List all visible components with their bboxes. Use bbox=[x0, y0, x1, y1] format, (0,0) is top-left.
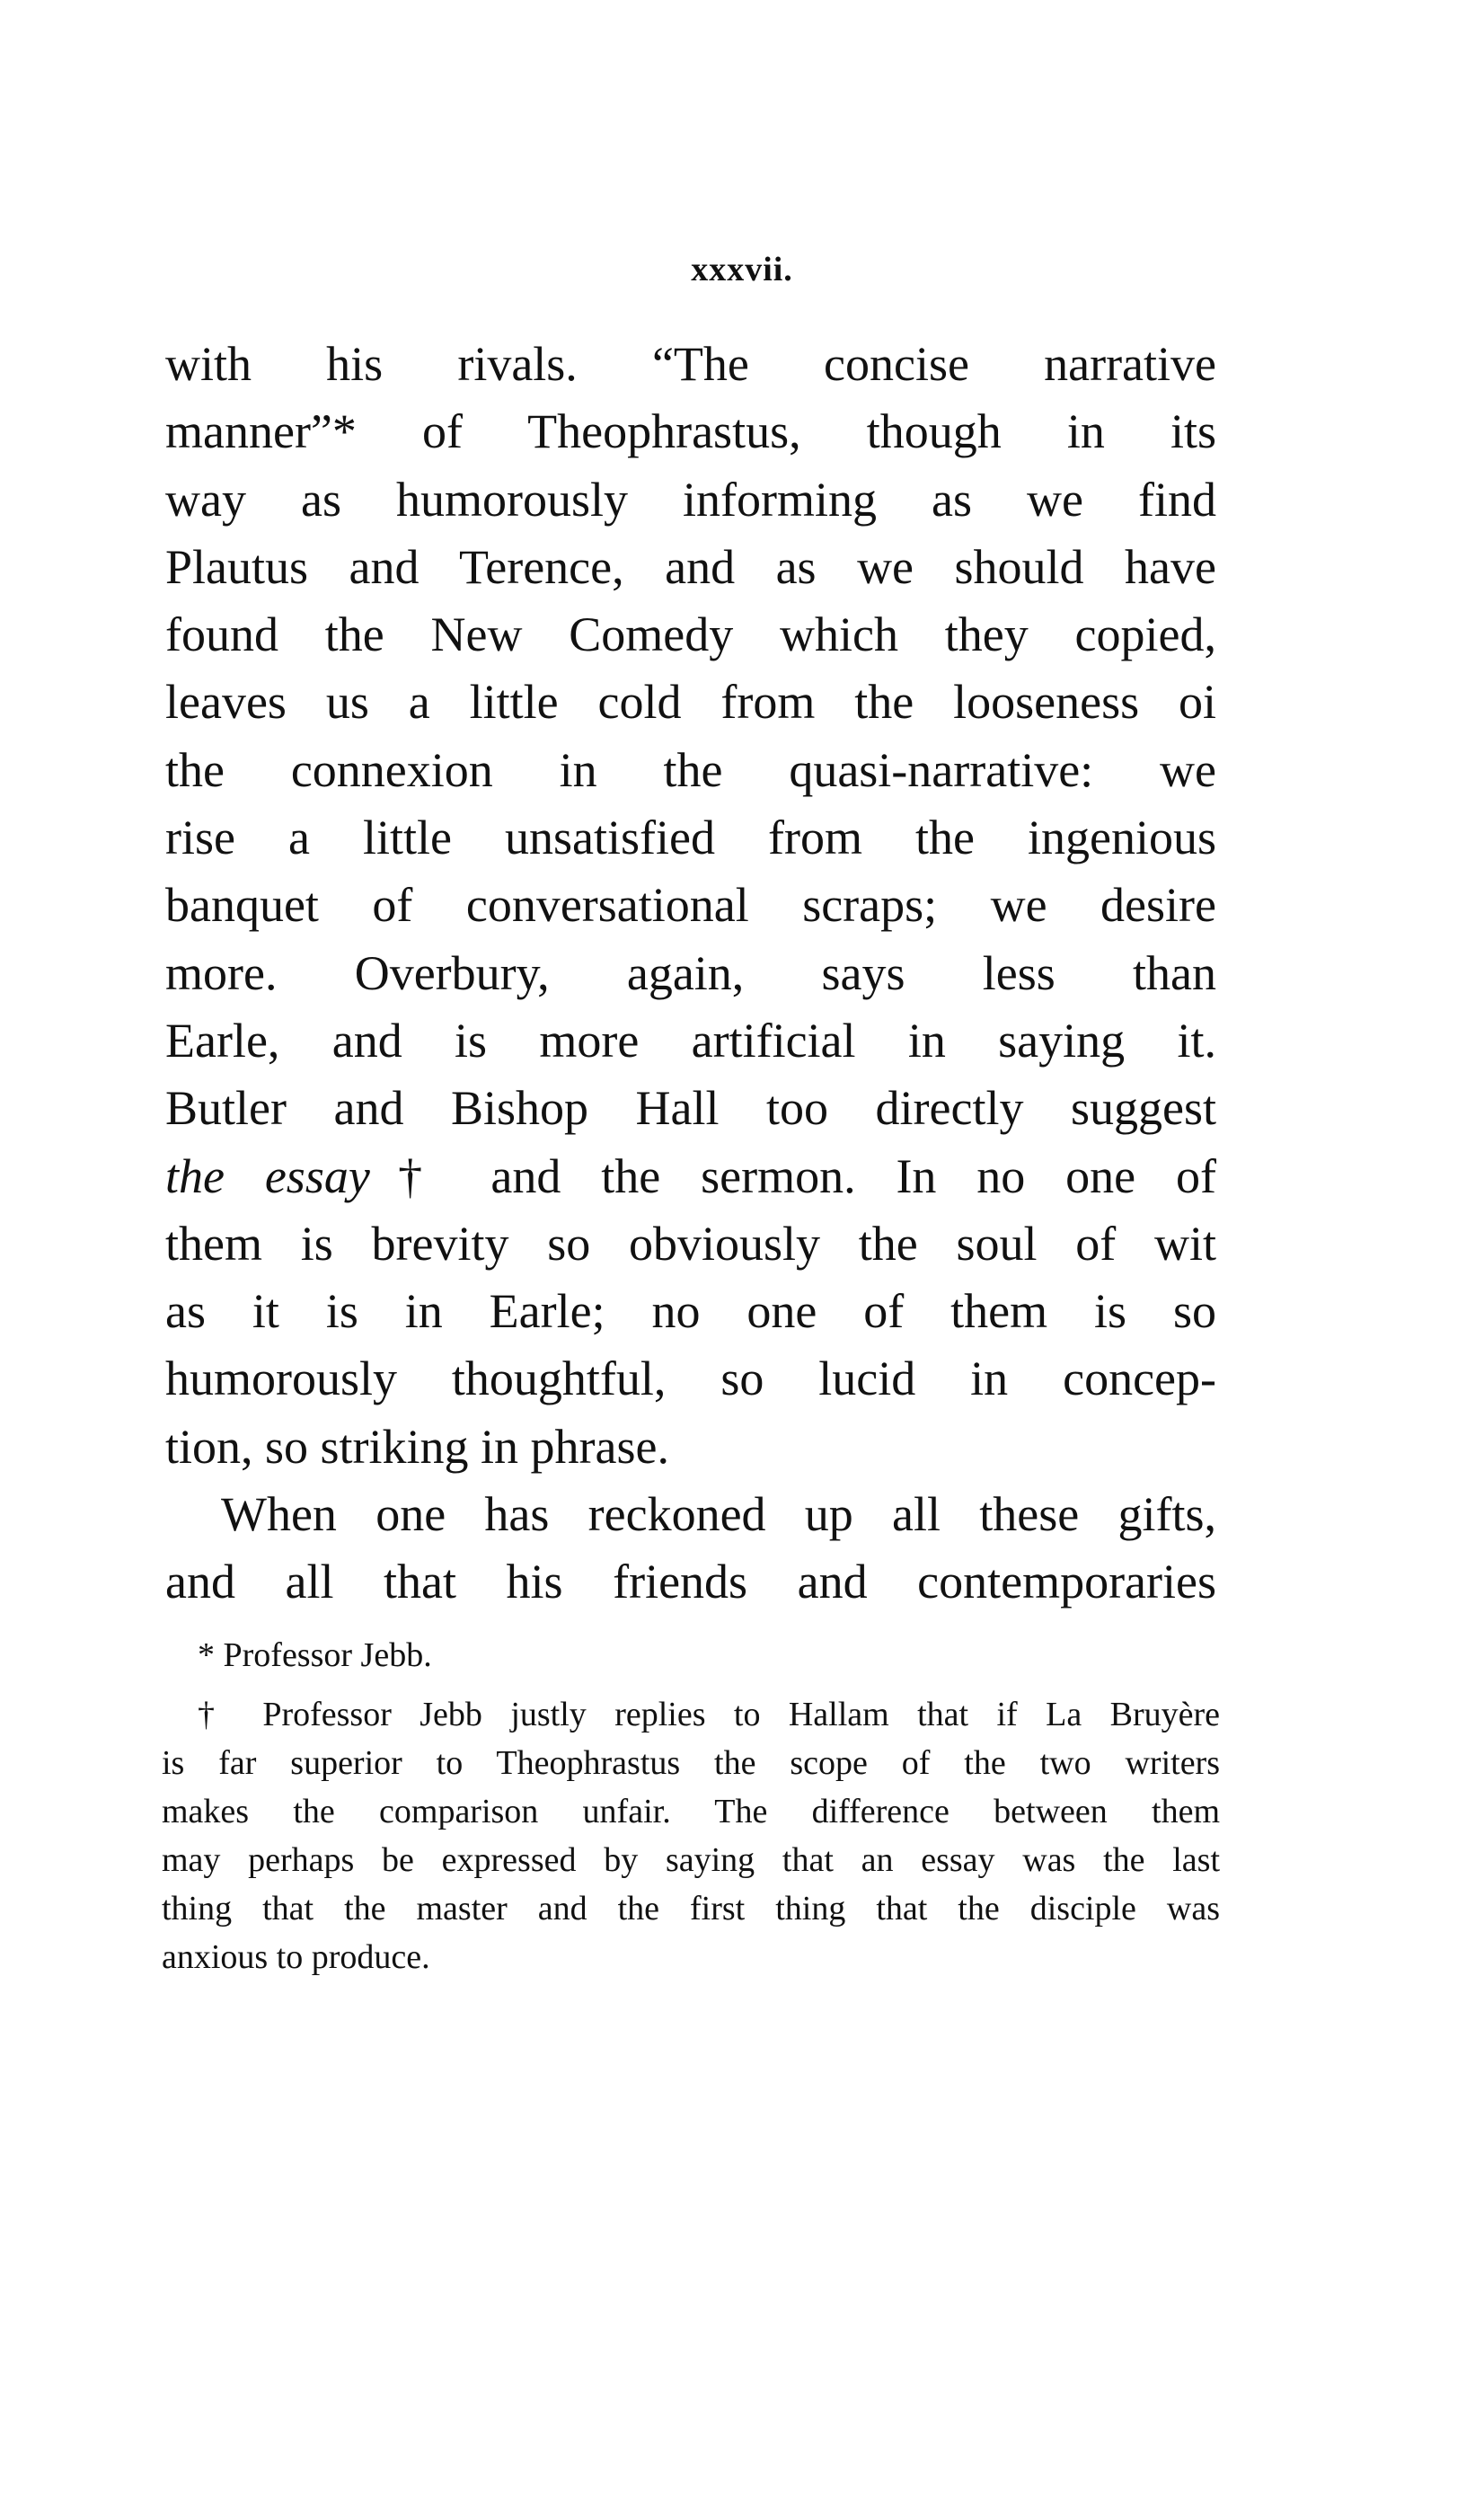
body-line: Butler and Bishop Hall too directly suggest bbox=[165, 1081, 1216, 1136]
body-line: Plautus and Terence, and as we should have bbox=[165, 539, 1216, 594]
body-line: humorously thoughtful, so lucid in concep- bbox=[165, 1351, 1216, 1406]
footnote-line: makes the comparison unfair. The difference between them bbox=[162, 1793, 1220, 1830]
body-text bbox=[165, 331, 1216, 1617]
footnote-line: is far superior to Theophrastus the scope of the two writers bbox=[162, 1744, 1220, 1782]
body-line: tion, so striking in phrase. bbox=[165, 1419, 669, 1474]
body-line: more. Overbury, again, says less than bbox=[165, 945, 1216, 1000]
body-line: leaves us a little cold from the looseness oi bbox=[165, 675, 1216, 730]
body-line: way as humorously informing as we find bbox=[165, 472, 1216, 527]
body-line bbox=[165, 1143, 1216, 1210]
footnotes bbox=[162, 1631, 1220, 1981]
body-line: When one has reckoned up all these gifts, bbox=[221, 1487, 1216, 1542]
body-line-rest: † and the sermon. In no one of bbox=[369, 1148, 1216, 1203]
body-line: manner”* of Theophrastus, though in its bbox=[165, 404, 1216, 459]
body-line: with his rivals. “The concise narrative bbox=[165, 337, 1216, 391]
page-number: xxxvii. bbox=[691, 251, 793, 288]
body-line: as it is in Earle; no one of them is so bbox=[165, 1284, 1216, 1339]
italic-phrase: the essay bbox=[165, 1148, 370, 1203]
body-line: rise a little unsatisfied from the ingenious bbox=[165, 811, 1216, 865]
footnote-line: thing that the master and the first thing that the disciple was bbox=[162, 1890, 1220, 1928]
body-line: Earle, and is more artificial in saying it. bbox=[165, 1013, 1216, 1068]
body-line: found the New Comedy which they copied, bbox=[165, 607, 1216, 662]
body-line: the connexion in the quasi-narrative: we bbox=[165, 742, 1216, 797]
footnote-line: may perhaps be expressed by saying that an essay was the last bbox=[162, 1841, 1220, 1879]
body-line: and all that his friends and contemporaries bbox=[165, 1555, 1216, 1609]
body-line: them is brevity so obviously the soul of wit bbox=[165, 1216, 1216, 1271]
footnote-line: † Professor Jebb justly replies to Hallam that if La Bruyère bbox=[198, 1696, 1220, 1733]
body-line: banquet of conversational scraps; we desire bbox=[165, 878, 1216, 933]
footnote-line: * Professor Jebb. bbox=[198, 1636, 432, 1674]
footnote-line: anxious to produce. bbox=[162, 1938, 430, 1976]
